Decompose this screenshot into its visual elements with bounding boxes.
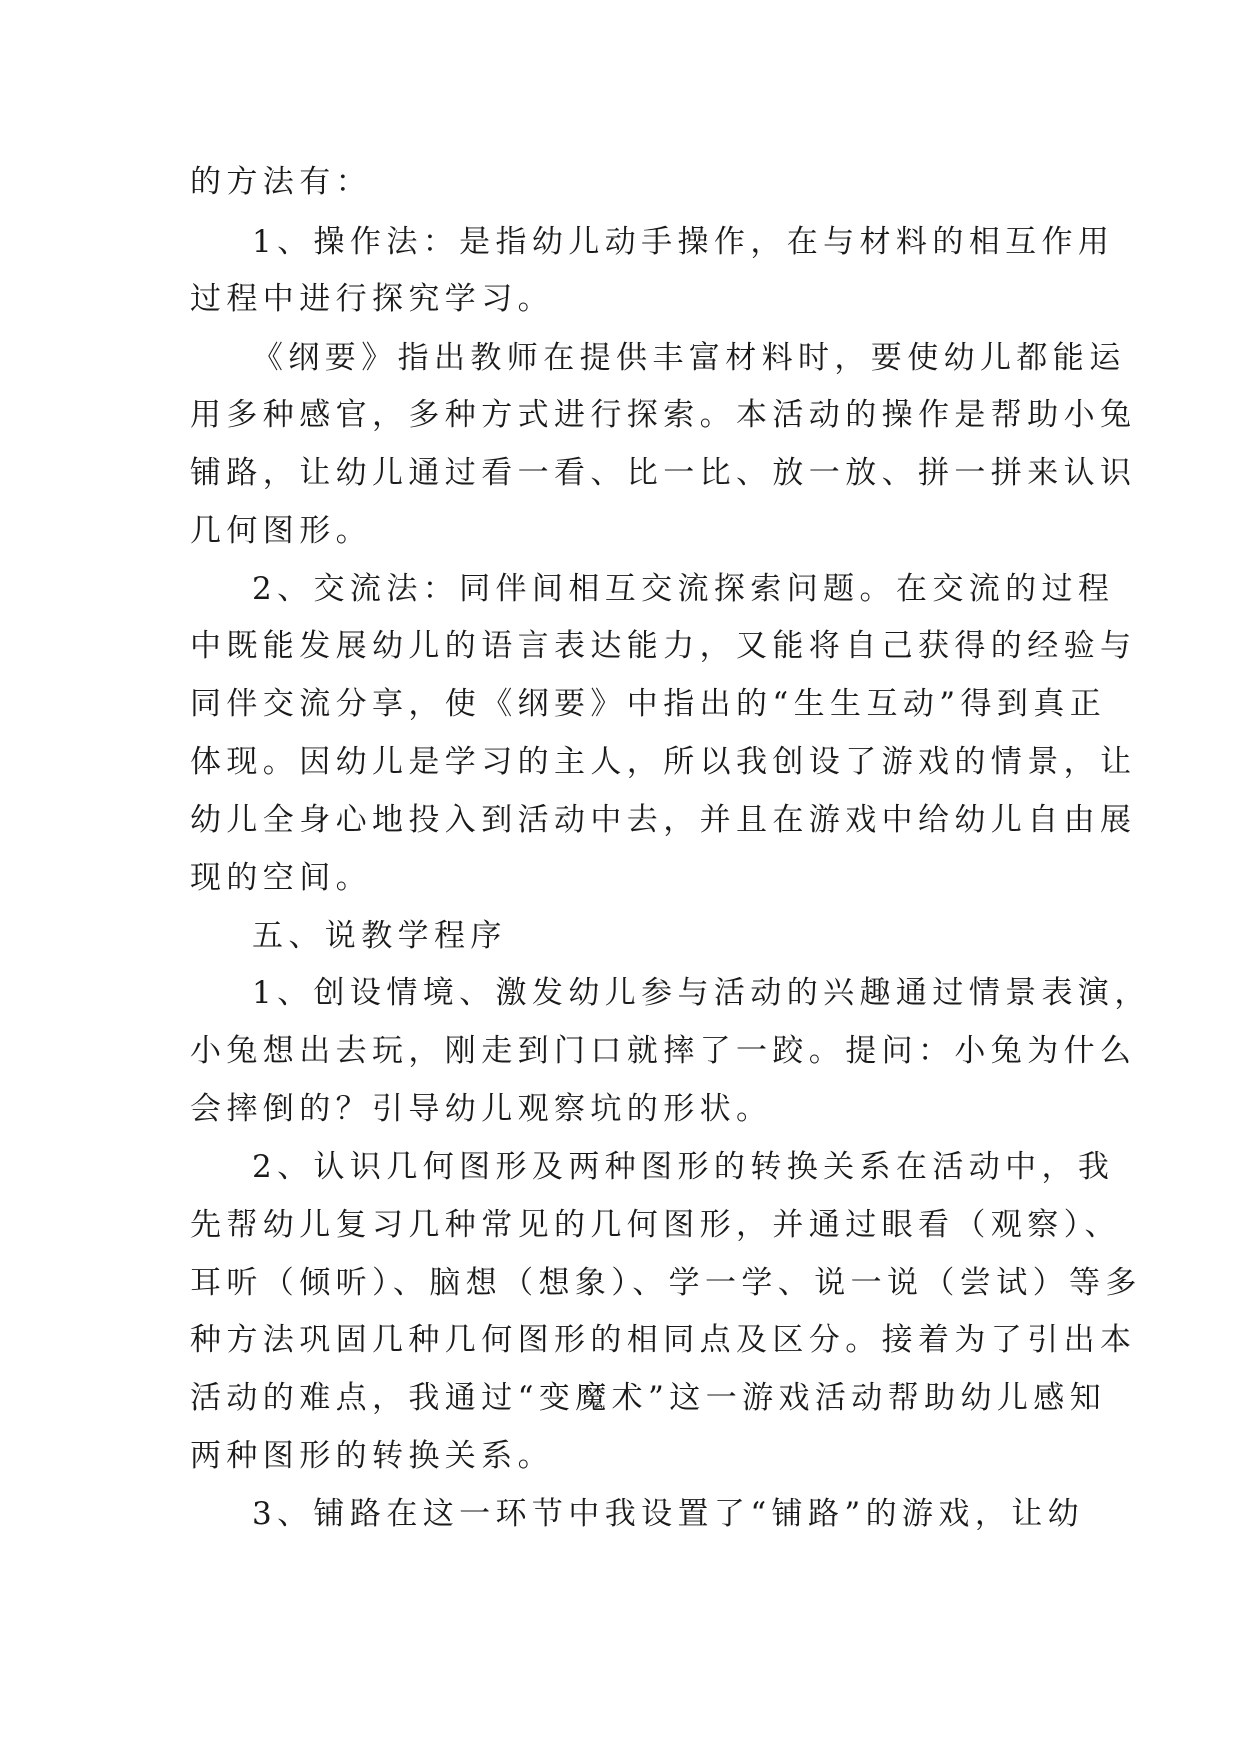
text-line: 2、认识几何图形及两种图形的转换关系在活动中，我 — [252, 1149, 1115, 1185]
text-line: 活动的难点，我通过“变魔术”这一游戏活动帮助幼儿感知 — [190, 1380, 1107, 1416]
text-line: 几何图形。 — [190, 513, 372, 549]
text-line: 耳听（倾听）、脑想（想象）、学一学、说一说（尝试）等多 — [190, 1265, 1142, 1301]
text-line: 同伴交流分享，使《纲要》中指出的“生生互动”得到真正 — [190, 686, 1107, 722]
text-line: 用多种感官，多种方式进行探索。本活动的操作是帮助小兔 — [190, 397, 1137, 433]
text-line: 铺路，让幼儿通过看一看、比一比、放一放、拼一拼来认识 — [190, 455, 1137, 491]
text-line: 会摔倒的？引导幼儿观察坑的形状。 — [190, 1091, 773, 1127]
text-line: 小兔想出去玩，刚走到门口就摔了一跤。提问：小兔为什么 — [190, 1033, 1137, 1069]
section-heading: 五、说教学程序 — [252, 918, 507, 954]
text-line: 1、创设情境、激发幼儿参与活动的兴趣通过情景表演， — [252, 975, 1151, 1011]
text-line: 体现。因幼儿是学习的主人，所以我创设了游戏的情景，让 — [190, 744, 1137, 780]
text-line: 3、铺路在这一环节中我设置了“铺路”的游戏，让幼 — [252, 1496, 1085, 1532]
text-line: 现的空间。 — [190, 860, 372, 896]
text-line: 的方法有： — [190, 164, 372, 200]
text-line: 中既能发展幼儿的语言表达能力，又能将自己获得的经验与 — [190, 628, 1137, 664]
text-line: 先帮幼儿复习几种常见的几何图形，并通过眼看（观察）、 — [190, 1207, 1121, 1243]
text-line: 《纲要》指出教师在提供丰富材料时，要使幼儿都能运 — [252, 340, 1126, 376]
text-line: 幼儿全身心地投入到活动中去，并且在游戏中给幼儿自由展 — [190, 802, 1137, 838]
text-line: 1、操作法：是指幼儿动手操作，在与材料的相互作用 — [252, 224, 1115, 260]
text-line: 2、交流法：同伴间相互交流探索问题。在交流的过程 — [252, 571, 1115, 607]
text-line: 过程中进行探究学习。 — [190, 281, 554, 317]
text-line: 种方法巩固几种几何图形的相同点及区分。接着为了引出本 — [190, 1322, 1137, 1358]
text-line: 两种图形的转换关系。 — [190, 1438, 554, 1474]
